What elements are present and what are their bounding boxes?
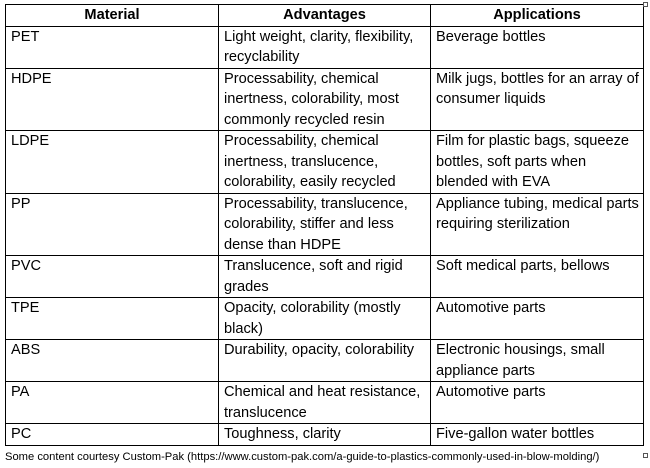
table-row: [6, 424, 644, 446]
table-header-row: [6, 5, 644, 27]
table-row: [6, 340, 644, 382]
cell-applications: Five-gallon water bottles: [431, 424, 644, 446]
cell-material: PVC: [6, 256, 219, 298]
cell-advantages: Processability, chemical inertness, translucence, colorability, easily recycled: [219, 131, 431, 194]
cell-advantages: Translucence, soft and rigid grades: [219, 256, 431, 298]
cell-applications: Automotive parts: [431, 298, 644, 340]
header-material: Material: [6, 5, 219, 27]
selection-handle-bottom-right[interactable]: [643, 453, 648, 458]
cell-material: TPE: [6, 298, 219, 340]
cell-advantages: Chemical and heat resistance, translucence: [219, 382, 431, 424]
table-row: [6, 26, 644, 68]
header-advantages: Advantages: [219, 5, 431, 27]
cell-material: LDPE: [6, 131, 219, 194]
table-row: [6, 382, 644, 424]
cell-advantages: Light weight, clarity, flexibility, recyclability: [219, 26, 431, 68]
cell-material: HDPE: [6, 68, 219, 131]
table-row: [6, 131, 644, 194]
cell-material: PA: [6, 382, 219, 424]
materials-table: [5, 4, 644, 446]
cell-applications: Film for plastic bags, squeeze bottles, soft parts when blended with EVA: [431, 131, 644, 194]
cell-material: PET: [6, 26, 219, 68]
cell-material: PP: [6, 193, 219, 256]
cell-applications: Milk jugs, bottles for an array of consumer liquids: [431, 68, 644, 131]
cell-applications: Electronic housings, small appliance parts: [431, 340, 644, 382]
cell-advantages: Durability, opacity, colorability: [219, 340, 431, 382]
cell-advantages: Toughness, clarity: [219, 424, 431, 446]
materials-table-container: [5, 4, 643, 446]
source-footnote: Some content courtesy Custom-Pak (https://www.custom-pak.com/a-guide-to-plastics-commonly-used-in-blow-molding/): [5, 451, 600, 463]
cell-applications: Automotive parts: [431, 382, 644, 424]
table-row: [6, 68, 644, 131]
cell-applications: Appliance tubing, medical parts requiring sterilization: [431, 193, 644, 256]
table-row: [6, 298, 644, 340]
cell-advantages: Processability, chemical inertness, colorability, most commonly recycled resin: [219, 68, 431, 131]
table-row: [6, 193, 644, 256]
table-row: [6, 256, 644, 298]
cell-advantages: Opacity, colorability (mostly black): [219, 298, 431, 340]
cell-applications: Soft medical parts, bellows: [431, 256, 644, 298]
cell-advantages: Processability, translucence, colorability, stiffer and less dense than HDPE: [219, 193, 431, 256]
header-applications: Applications: [431, 5, 644, 27]
cell-material: ABS: [6, 340, 219, 382]
cell-applications: Beverage bottles: [431, 26, 644, 68]
selection-handle-top-right[interactable]: [643, 2, 648, 7]
cell-material: PC: [6, 424, 219, 446]
